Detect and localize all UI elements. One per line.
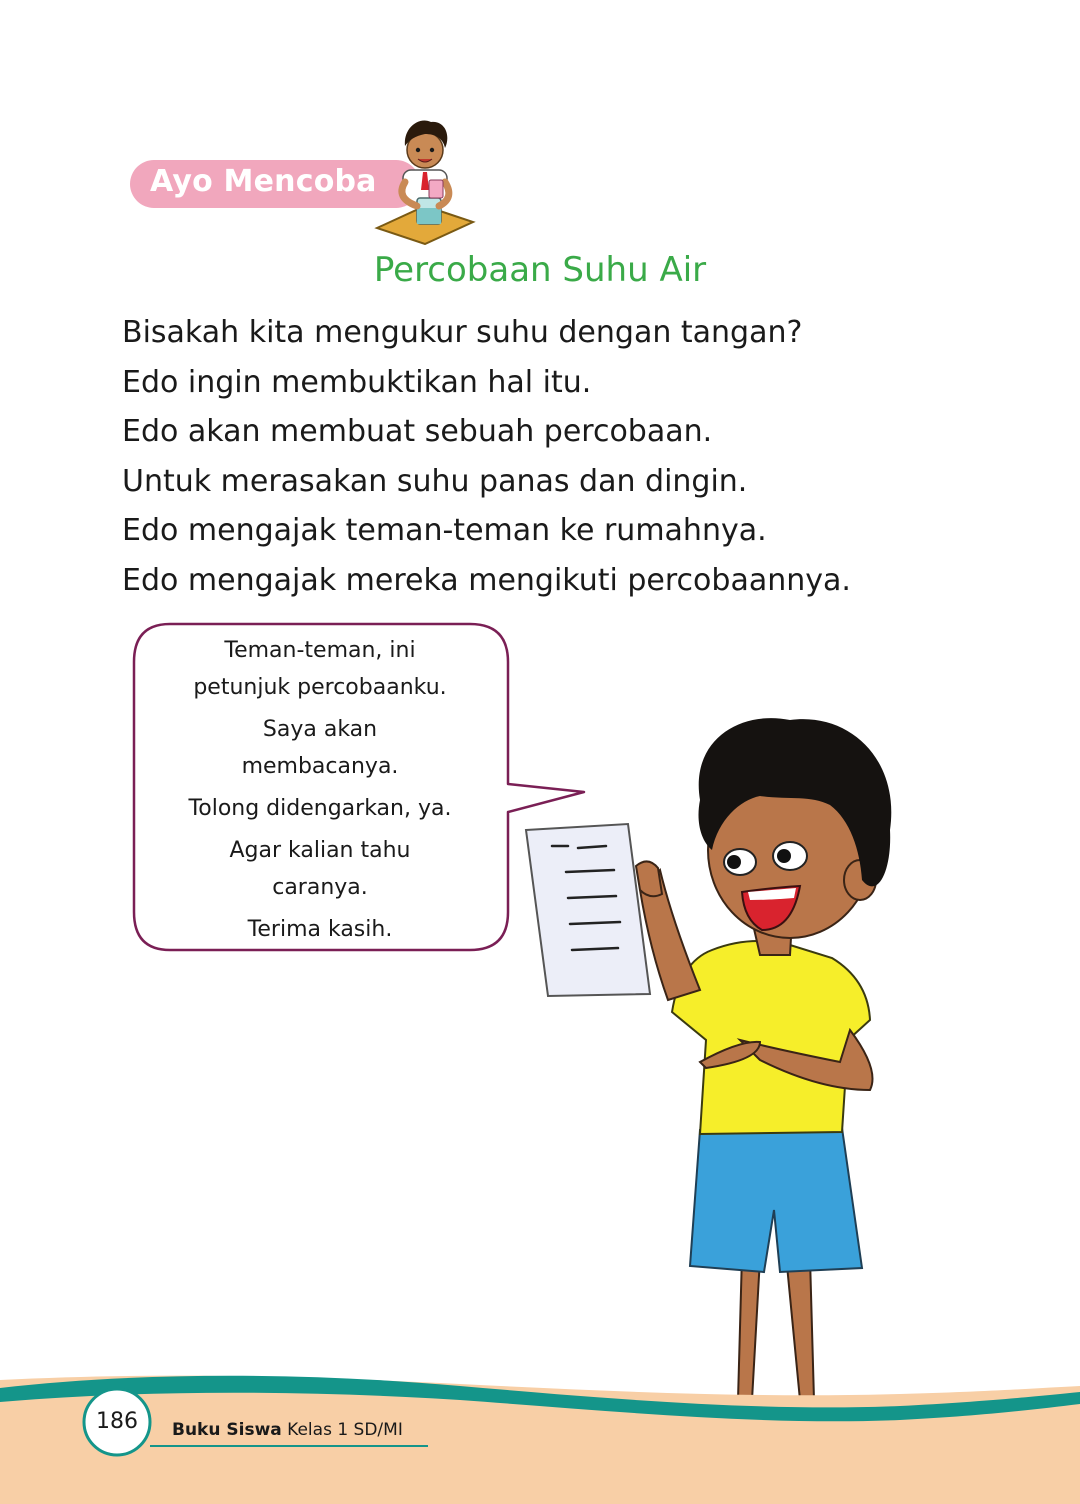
bubble-line: petunjuk percobaanku.: [193, 675, 447, 700]
body-line: Edo ingin membuktikan hal itu.: [122, 364, 592, 400]
section-badge-label: Ayo Mencoba: [150, 164, 377, 199]
body-line: Untuk merasakan suhu panas dan dingin.: [122, 463, 748, 499]
footer-book-label: [172, 1420, 403, 1440]
page-number: 186: [96, 1409, 138, 1434]
body-line: Edo akan membuat sebuah percobaan.: [122, 414, 713, 449]
footer-book-title: Buku Siswa: [172, 1420, 282, 1440]
bubble-line: Agar kalian tahu: [229, 838, 411, 863]
page-title-text: Percobaan Suhu Air: [373, 250, 707, 290]
bubble-line: Terima kasih.: [247, 917, 393, 942]
footer-book-subtitle: Kelas 1 SD/MI: [287, 1420, 403, 1440]
body-line: Edo mengajak mereka mengikuti percobaannya.: [122, 562, 851, 598]
bubble-line: Saya akan: [262, 717, 378, 742]
bubble-line: Tolong didengarkan, ya.: [188, 796, 452, 821]
bubble-line: membacanya.: [241, 754, 399, 779]
bubble-line: caranya.: [272, 875, 368, 900]
body-line: Edo mengajak teman-teman ke rumahnya.: [122, 513, 767, 548]
bubble-line: Teman-teman, ini: [224, 638, 416, 663]
body-line: Bisakah kita mengukur suhu dengan tangan?: [122, 315, 803, 350]
